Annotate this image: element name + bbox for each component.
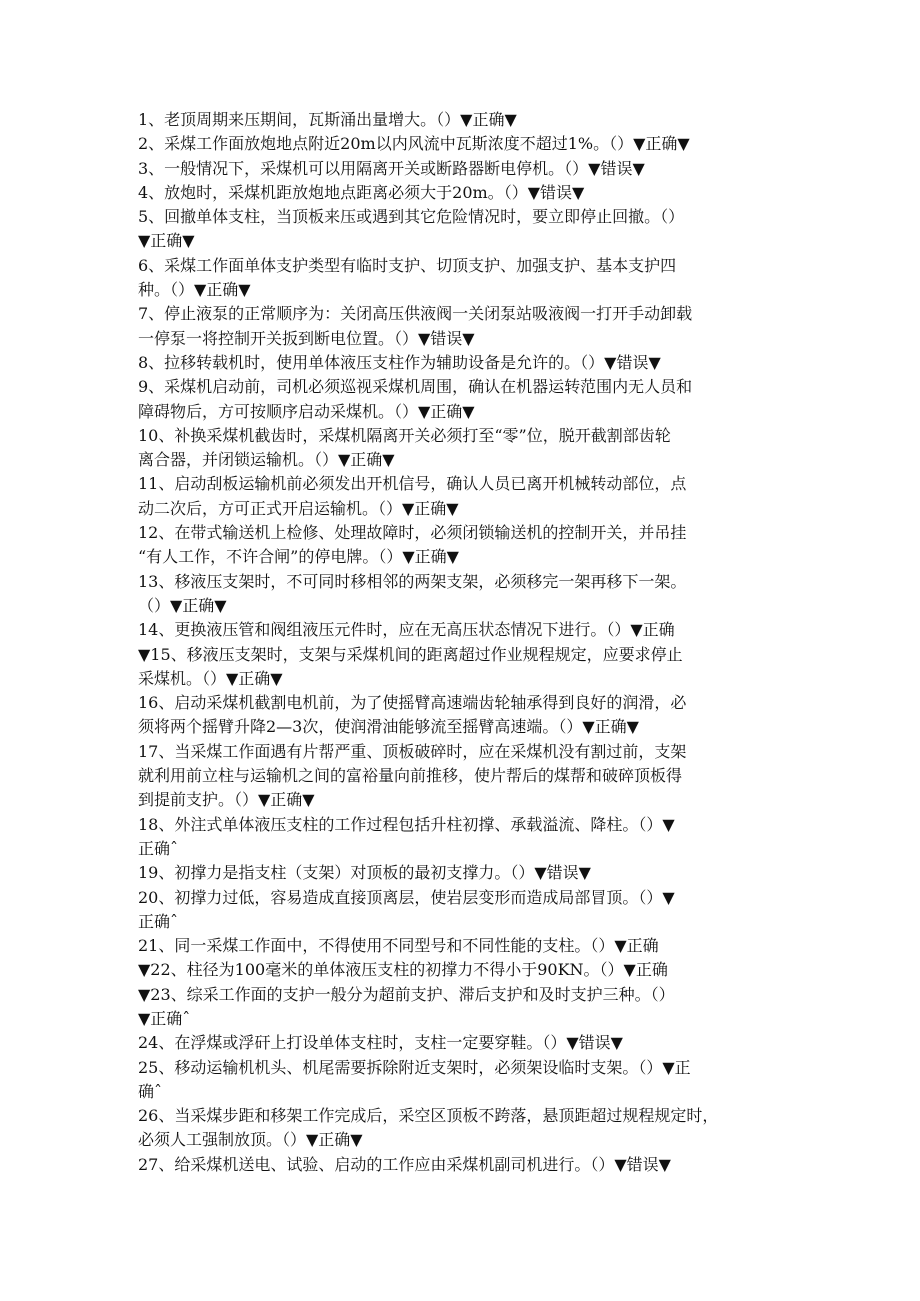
text-line: 6、采煤工作面单体支护类型有临时支护、切顶支护、加强支护、基本支护四 (138, 255, 677, 275)
text-line: ▼正确▼ (138, 231, 195, 251)
text-line: 障碍物后，方可按顺序启动采煤机。（）▼正确▼ (138, 401, 475, 421)
text-line: 17、当采煤工作面遇有片帮严重、顶板破碎时，应在采煤机没有割过前，支架 (138, 741, 687, 761)
text-line: 正确ˆ (138, 838, 179, 858)
text-line: 4、放炮时，采煤机距放炮地点距离必须大于20m。（）▼错误▼ (138, 182, 585, 202)
text-line: 到提前支护。（）▼正确▼ (138, 790, 315, 810)
document-page (138, 108, 778, 1177)
text-line: 9、采煤机启动前，司机必须巡视采煤机周围，确认在机器运转范围内无人员和 (138, 377, 693, 397)
text-line: 离合器，并闭锁运输机。（）▼正确▼ (138, 450, 395, 470)
text-line: ▼22、柱径为100毫米的单体液压支柱的初撑力不得小于90KN。（）▼正确 (138, 960, 668, 980)
text-line: ▼15、移液压支架时，支架与采煤机间的距离超过作业规程规定，应要求停止 (138, 644, 683, 664)
text-line: 须将两个摇臂升降2—3次，使润滑油能够流至摇臂高速端。（）▼正确▼ (138, 717, 639, 737)
text-line: 20、初撑力过低，容易造成直接顶离层，使岩层变形而造成局部冒顶。（）▼ (138, 887, 675, 907)
text-line: 24、在浮煤或浮矸上打设单体支柱时，支柱一定要穿鞋。（）▼错误▼ (138, 1033, 623, 1053)
text-line: ▼23、综采工作面的支护一般分为超前支护、滞后支护和及时支护三种。（） (138, 984, 675, 1004)
text-line: 正确ˆ (138, 911, 179, 931)
text-line: ▼正确ˆ (138, 1008, 191, 1028)
text-line: 3、一般情况下，采煤机可以用隔离开关或断路器断电停机。（）▼错误▼ (138, 158, 645, 178)
text-line: 16、启动采煤机截割电机前，为了使摇臂高速端齿轮轴承得到良好的润滑，必 (138, 693, 687, 713)
text-line: 种。（）▼正确▼ (138, 280, 251, 300)
text-line: 27、给采煤机送电、试验、启动的工作应由采煤机副司机进行。（）▼错误▼ (138, 1154, 671, 1174)
text-line: 10、补换采煤机截齿时，采煤机隔离开关必须打至“零”位，脱开截割部齿轮 (138, 425, 671, 445)
text-line: 13、移液压支架时，不可同时移相邻的两架支架，必须移完一架再移下一架。 (138, 571, 687, 591)
text-line: “有人工作，不许合闸”的停电牌。（）▼正确▼ (138, 547, 459, 567)
text-line: 8、拉移转载机时，使用单体液压支柱作为辅助设备是允许的。（）▼错误▼ (138, 352, 661, 372)
text-line: 必须人工强制放顶。（）▼正确▼ (138, 1130, 363, 1150)
text-line: 25、移动运输机机头、机尾需要拆除附近支架时，必须架设临时支架。（）▼正 (138, 1057, 691, 1077)
text-line: 2、采煤工作面放炮地点附近20m以内风流中瓦斯浓度不超过1%。（）▼正确▼ (138, 134, 690, 154)
text-line: 21、同一采煤工作面中，不得使用不同型号和不同性能的支柱。（）▼正确 (138, 936, 659, 956)
text-line: 动二次后，方可正式开启运输机。（）▼正确▼ (138, 498, 459, 518)
text-line: 确ˆ (138, 1081, 163, 1101)
text-line: （）▼正确▼ (138, 595, 227, 615)
text-line: 1、老顶周期来压期间，瓦斯涌出量增大。（）▼正确▼ (138, 110, 517, 129)
text-line: 7、停止液泵的正常顺序为：关闭高压供液阀一关闭泵站吸液阀一打开手动卸载 (138, 304, 693, 324)
text-line: 19、初撑力是指支柱（支架）对顶板的最初支撑力。（）▼错误▼ (138, 863, 591, 883)
text-line: 5、回撤单体支柱，当顶板来压或遇到其它危险情况时，要立即停止回撤。（） (138, 207, 685, 227)
text-line: 18、外注式单体液压支柱的工作过程包括升柱初撑、承载溢流、降柱。（）▼ (138, 814, 675, 834)
text-line: 采煤机。（）▼正确▼ (138, 668, 283, 688)
text-line: 14、更换液压管和阀组液压元件时，应在无高压状态情况下进行。（）▼正确 (138, 620, 675, 640)
text-line: 12、在带式输送机上检修、处理故障时，必须闭锁输送机的控制开关，并吊挂 (138, 523, 687, 543)
text-line: 26、当采煤步距和移架工作完成后，采空区顶板不跨落，悬顶距超过规程规定时， (138, 1106, 719, 1126)
text-line: 就利用前立柱与运输机之间的富裕量向前推移，使片帮后的煤帮和破碎顶板得 (138, 766, 683, 786)
text-line: 11、启动刮板运输机前必须发出开机信号，确认人员已离开机械转动部位，点 (138, 474, 687, 494)
text-line: 一停泵一将控制开关扳到断电位置。（）▼错误▼ (138, 328, 475, 348)
